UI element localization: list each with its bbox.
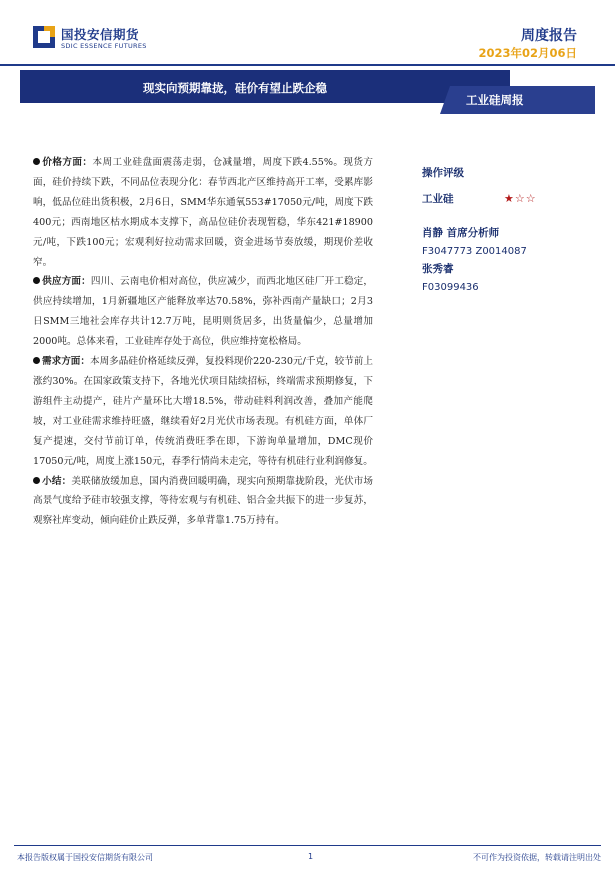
analyst-name: 肖静 首席分析师 [422,227,500,239]
footer-divider [14,845,601,846]
section-lead: 价格方面： [42,157,93,168]
section-text: 本周多晶硅价格延续反弹，复投料现价220-230元/千克，较节前上涨约30%。在国家政策支持下，各地光伏项目陆续招标，终端需求预期修复，下游组件主动提产，硅片产量环比大增18.5%，带动硅料利润改善，叠加产能爬坡，对工业硅需求维持旺盛，继续看好2月光伏市场表现。有机硅方面，单体厂复产提速，交付节前订单，传统消费旺季在即，下游询单量增加，DMC现价17050元/吨，周度上涨150元，春季行情尚未走完，等待有机硅行业利润修复。 [33,356,373,467]
section-text: 本周工业硅盘面震荡走弱，仓减量增，周度下跌4.55%。现货方面，硅价持续下跌，不同品位表现分化：春节西北产区维持高开工率，受累库影响，低品位硅出货积极，2月6日，SMM华东通氧553#17050元/吨，周度下跌400元；西南地区枯水期成本支撑下，高品位硅价表现暂稳，华东421#18900元/吨，下跌100元；宏观利好拉动需求回暖，资金进场节奏放缓，期现价差收窄。 [33,157,374,268]
section-lead: 供应方面： [42,276,91,288]
section-price [33,153,373,272]
analyst2-name: 张秀睿 [422,263,454,275]
copyright-notice: 本报告版权属于国投安信期货有限公司 [17,853,153,862]
company-name-cn: 国投安信期货 [61,27,140,42]
section-text: 美联储放缓加息，国内消费回暖明确，现实向预期靠拢阶段，光伏市场高景气度给予硅市较强支撑，等待宏观与有机硅、铝合金共振下的进一步复苏，观察社库变动，倾向硅价止跌反弹，多单背靠1.75万持有。 [33,475,374,527]
sidebar [422,165,592,293]
section-lead: 需求方面： [42,356,90,368]
report-series-tag: 工业硅周报 [466,93,524,107]
report-date: 2023年02月06日 [478,46,577,60]
bullet-icon [33,158,40,165]
header-divider [0,64,615,66]
report-body [33,153,373,531]
analyst2-code: F03099436 [422,282,479,293]
report-title: 现实向预期靠拢，硅价有望止跌企稳 [143,81,327,95]
rating-stars-icon: ★☆☆ [504,192,537,205]
bullet-icon [33,477,40,484]
bullet-icon [33,277,40,284]
rating-row [422,191,592,206]
rating-product: 工业硅 [422,193,454,205]
page-number: 1 [308,852,314,861]
section-lead: 小结： [42,475,72,487]
analyst-codes: F3047773 Z0014087 [422,246,527,257]
section-summary [33,472,373,532]
company-name-en: SDIC ESSENCE FUTURES [61,42,147,50]
section-supply [33,272,373,352]
company-logo-icon [33,26,55,48]
section-demand [33,352,373,471]
disclaimer-notice: 不可作为投资依据，转载请注明出处 [473,853,601,862]
report-type: 周度报告 [521,28,577,44]
bullet-icon [33,357,40,364]
rating-heading: 操作评级 [422,167,464,179]
section-text: 四川、云南电价相对高位，供应减少，而西北地区硅厂开工稳定，供应持续增加，1月新疆地区产能释放率达70.58%，弥补西南产量缺口；2月3日SMM三地社会库存共计12.7万吨，昆明则货居多，出货量偏少，总量增加2000吨。总体来看，工业硅库存处于高位，供应维持宽松格局。 [33,276,374,348]
